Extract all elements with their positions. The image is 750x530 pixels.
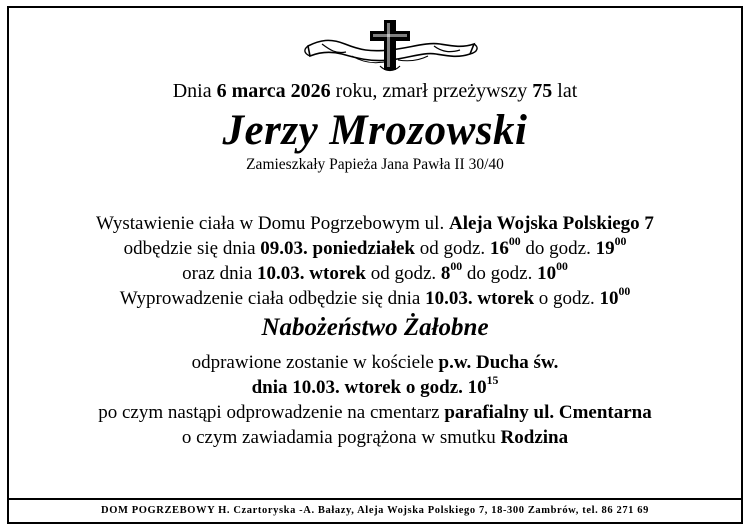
death-date-line <box>0 80 750 103</box>
viewing-day1-line <box>0 234 750 260</box>
cemetery-line <box>0 402 750 424</box>
service-church: p.w. Ducha św. <box>438 352 559 373</box>
viewing-day1-to-label: do godz. <box>520 238 596 259</box>
departure-time-label: o godz. <box>534 288 600 309</box>
service-date: dnia 10.03. wtorek o godz. <box>251 377 468 398</box>
family-line <box>0 427 750 449</box>
viewing-day1-to-minute: 00 <box>614 234 627 248</box>
viewing-day2-from-minute: 00 <box>450 259 463 273</box>
viewing-prefix: Wystawienie ciała w Domu Pogrzebowym ul. <box>96 213 449 234</box>
viewing-location: Aleja Wojska Polskiego 7 <box>448 213 654 234</box>
death-suffix: lat <box>552 80 578 102</box>
viewing-day2-from-label: od godz. <box>365 263 441 284</box>
family-name: Rodzina <box>500 427 569 448</box>
death-date: 6 marca 2026 <box>216 80 331 102</box>
death-middle: roku, zmarł przeżywszy <box>330 80 533 102</box>
viewing-day2-from-hour: 8 <box>440 263 451 284</box>
viewing-location-line <box>0 213 750 235</box>
deceased-address: Zamieszkały Papieża Jana Pawła II 30/40 <box>246 156 504 173</box>
service-minute: 15 <box>486 373 499 387</box>
viewing-day2-to-hour: 10 <box>537 263 557 284</box>
service-church-prefix: odprawione zostanie w kościele <box>191 352 439 373</box>
cemetery-name: parafialny ul. Cmentarna <box>444 402 652 423</box>
viewing-day2-to-minute: 00 <box>556 259 568 273</box>
viewing-day1-to-hour: 19 <box>595 238 615 259</box>
death-prefix: Dnia <box>172 80 217 102</box>
viewing-day2-to-label: do godz. <box>462 263 538 284</box>
viewing-day1-from-label: od godz. <box>414 238 490 259</box>
viewing-day1-from-minute: 00 <box>508 234 521 248</box>
service-time-line <box>0 373 750 399</box>
viewing-day2-prefix: oraz dnia <box>182 263 258 284</box>
cross-with-ribbon-icon <box>300 16 480 78</box>
cemetery-prefix: po czym nastąpi odprowadzenie na cmentarz <box>98 402 445 423</box>
deceased-name: Jerzy Mrozowski <box>222 107 528 154</box>
departure-line <box>0 284 750 310</box>
viewing-day2-line <box>0 259 750 285</box>
departure-day: 10.03. wtorek <box>425 288 535 309</box>
viewing-day1-prefix: odbędzie się dnia <box>123 238 261 259</box>
viewing-day2: 10.03. wtorek <box>257 263 366 284</box>
departure-minute: 00 <box>618 284 631 298</box>
viewing-day1-from-hour: 16 <box>489 238 509 259</box>
service-title: Nabożeństwo Żałobne <box>261 314 489 341</box>
family-prefix: o czym zawiadamia pogrążona w smutku <box>181 427 501 448</box>
departure-prefix: Wyprowadzenie ciała odbędzie się dnia <box>119 288 426 309</box>
death-age: 75 <box>532 80 553 102</box>
service-hour: 10 <box>467 377 487 398</box>
viewing-day1: 09.03. poniedziałek <box>260 238 415 259</box>
service-church-line <box>0 352 750 374</box>
funeral-home-footer: DOM POGRZEBOWY H. Czartoryska -A. Bałazy, Aleja Wojska Polskiego 7, 18-300 Zambrów, tel. 86 271 69 <box>7 498 743 524</box>
departure-hour: 10 <box>599 288 619 309</box>
